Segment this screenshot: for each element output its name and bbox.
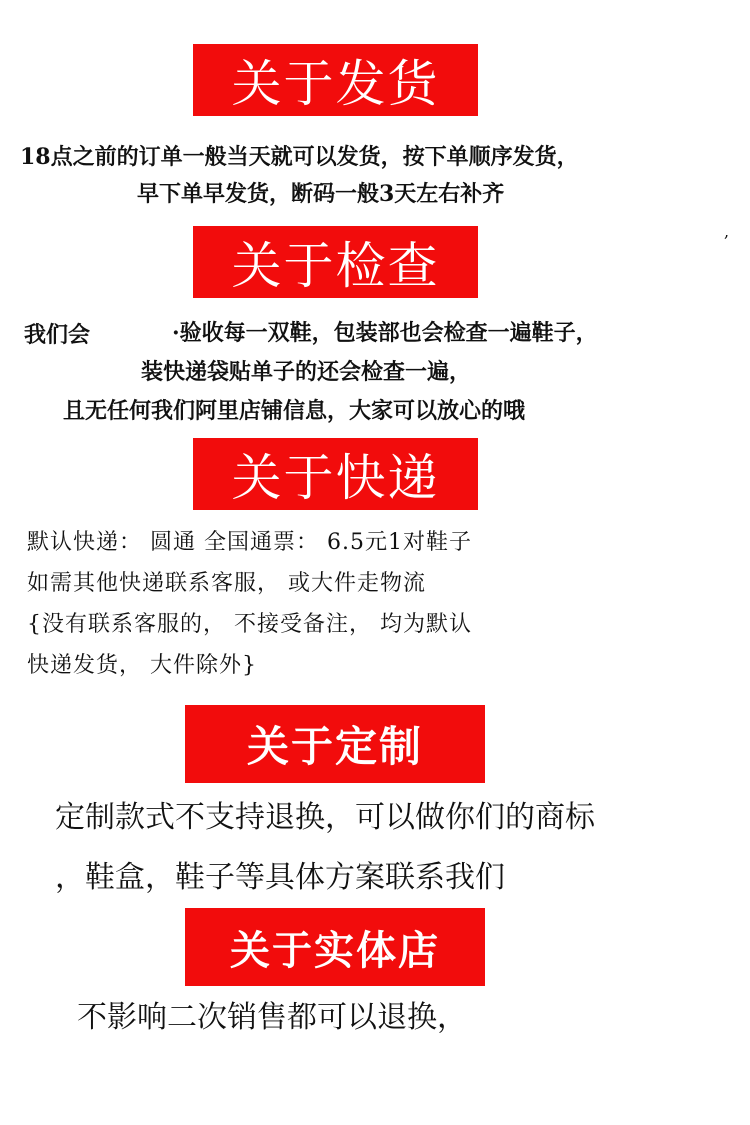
courier-line-4: 快递发货， 大件除外}: [27, 653, 257, 678]
store-title: 关于实体店: [230, 927, 440, 974]
inspection-title: 关于检查: [231, 237, 440, 295]
custom-line-2: ，鞋盒，鞋子等具体方案联系我们: [55, 860, 505, 895]
inspection-line-2: 装快递袋贴单子的还会检查一遍，: [141, 359, 472, 385]
courier-line-2: 如需其他快递联系客服， 或大件走物流: [27, 571, 426, 596]
custom-line-1: 定制款式不支持退换，可以做你们的商标: [55, 800, 595, 835]
inspection-line-1b: ·验收每一双鞋，包装部也会检查一遍鞋子，: [172, 320, 598, 346]
shipping-line-2: 早下单早发货，断码一般3天左右补齐: [137, 181, 505, 207]
inspection-title-banner: [193, 226, 478, 298]
inspection-line-1a: 我们会: [24, 322, 91, 348]
stray-mark: ,: [724, 222, 730, 241]
shipping-line-1: 18点之前的订单一般当天就可以发货，按下单顺序发货，: [20, 144, 579, 170]
courier-title-banner: [193, 438, 478, 510]
courier-line-3: {没有联系客服的， 不接受备注， 均为默认: [27, 612, 472, 637]
courier-line-1: 默认快递： 圆通 全国通票： 6.5元1对鞋子: [27, 530, 472, 555]
store-title-banner: [185, 908, 485, 986]
custom-title-banner: [185, 705, 485, 783]
shipping-title: 关于发货: [231, 55, 440, 113]
custom-title: 关于定制: [246, 722, 423, 771]
inspection-line-3: 且无任何我们阿里店铺信息，大家可以放心的哦: [63, 398, 526, 424]
courier-title: 关于快递: [231, 449, 440, 507]
shipping-title-banner: [193, 44, 478, 116]
store-line-1: 不影响二次销售都可以退换，: [77, 1000, 467, 1035]
